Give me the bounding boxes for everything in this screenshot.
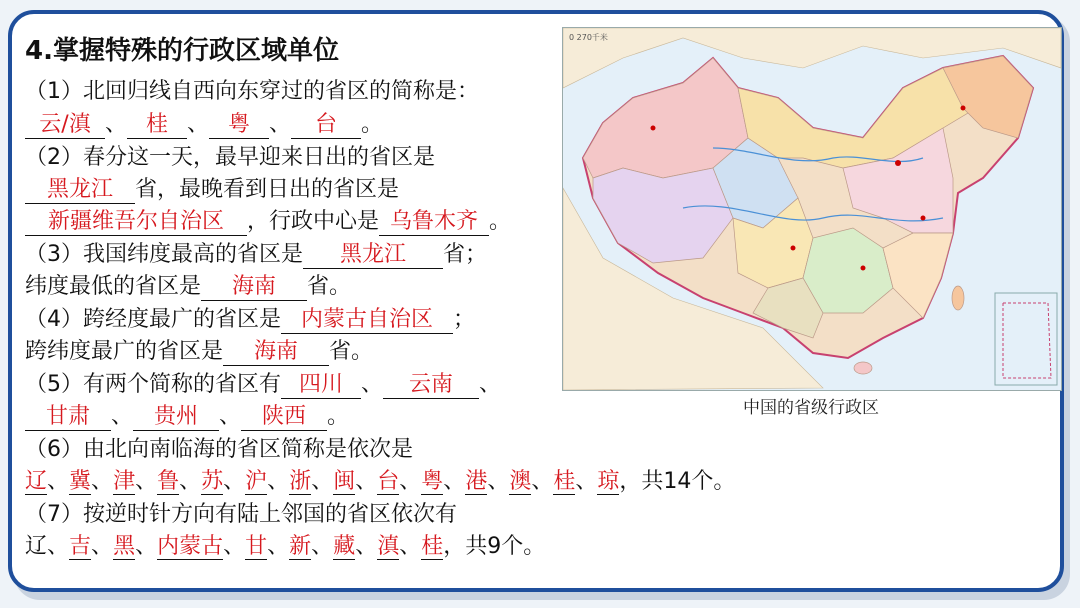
answer: 黑龙江 <box>303 242 443 269</box>
answer: 乌鲁木齐 <box>379 209 489 236</box>
answer: 内蒙古自治区 <box>281 307 453 334</box>
q2-text: （2）春分这一天，最早迎来日出的省区是 <box>25 145 435 170</box>
answer: 海南 <box>201 274 307 301</box>
q6-answers: 辽、冀、津、鲁、苏、沪、浙、闽、台、粤、港、澳、桂、琼，共14个。 <box>25 469 736 494</box>
china-province-map <box>562 27 1062 391</box>
q1-text: （1）北回归线自西向东穿过的省区的简称是： <box>25 79 479 104</box>
q3-line1: （3）我国纬度最高的省区是 黑龙江 省； <box>25 242 488 267</box>
map-image <box>563 28 1061 390</box>
q6-text: （6）由北向南临海的省区简称是依次是 <box>25 437 413 462</box>
q7-text: （7）按逆时针方向有陆上邻国的省区依次有 <box>25 502 457 527</box>
answer: 黑龙江 <box>25 177 135 204</box>
answer: 陕西 <box>241 404 327 431</box>
answer: 四川 <box>281 372 361 399</box>
map-scale: 0 270千米 <box>569 33 608 42</box>
q2-line3: 新疆维吾尔自治区 ，行政中心是 乌鲁木齐 。 <box>25 207 511 237</box>
q1-answers: 云/滇 、 桂 、 粤 、 台 。 <box>25 110 383 140</box>
page-title: 4.掌握特殊的行政区域单位 <box>25 36 339 66</box>
answer: 云/滇 <box>25 112 105 139</box>
q5-line2: 甘肃 、 贵州 、 陕西 。 <box>25 402 349 432</box>
answer: 甘肃 <box>25 404 111 431</box>
q5-line1: （5）有两个简称的省区有 四川 、 云南 、 <box>25 372 502 397</box>
answer: 桂 <box>127 112 187 139</box>
q4-line2: 跨纬度最广的省区是 海南 省。 <box>25 339 374 364</box>
answer: 台 <box>291 112 361 139</box>
q3-line2: 纬度最低的省区是 海南 省。 <box>25 274 352 299</box>
answer: 云南 <box>383 372 479 399</box>
map-caption: 中国的省级行政区 <box>743 398 879 418</box>
answer: 新疆维吾尔自治区 <box>25 209 247 236</box>
answer: 贵州 <box>133 404 219 431</box>
q4-line1: （4）跨经度最广的省区是 内蒙古自治区 ； <box>25 307 476 332</box>
answer: 粤 <box>209 112 269 139</box>
answer: 海南 <box>223 339 329 366</box>
q7-answers: 辽、吉、黑、内蒙古、甘、新、藏、滇、桂，共9个。 <box>25 534 546 559</box>
q2-line2: 黑龙江 省，最晚看到日出的省区是 <box>25 175 399 205</box>
